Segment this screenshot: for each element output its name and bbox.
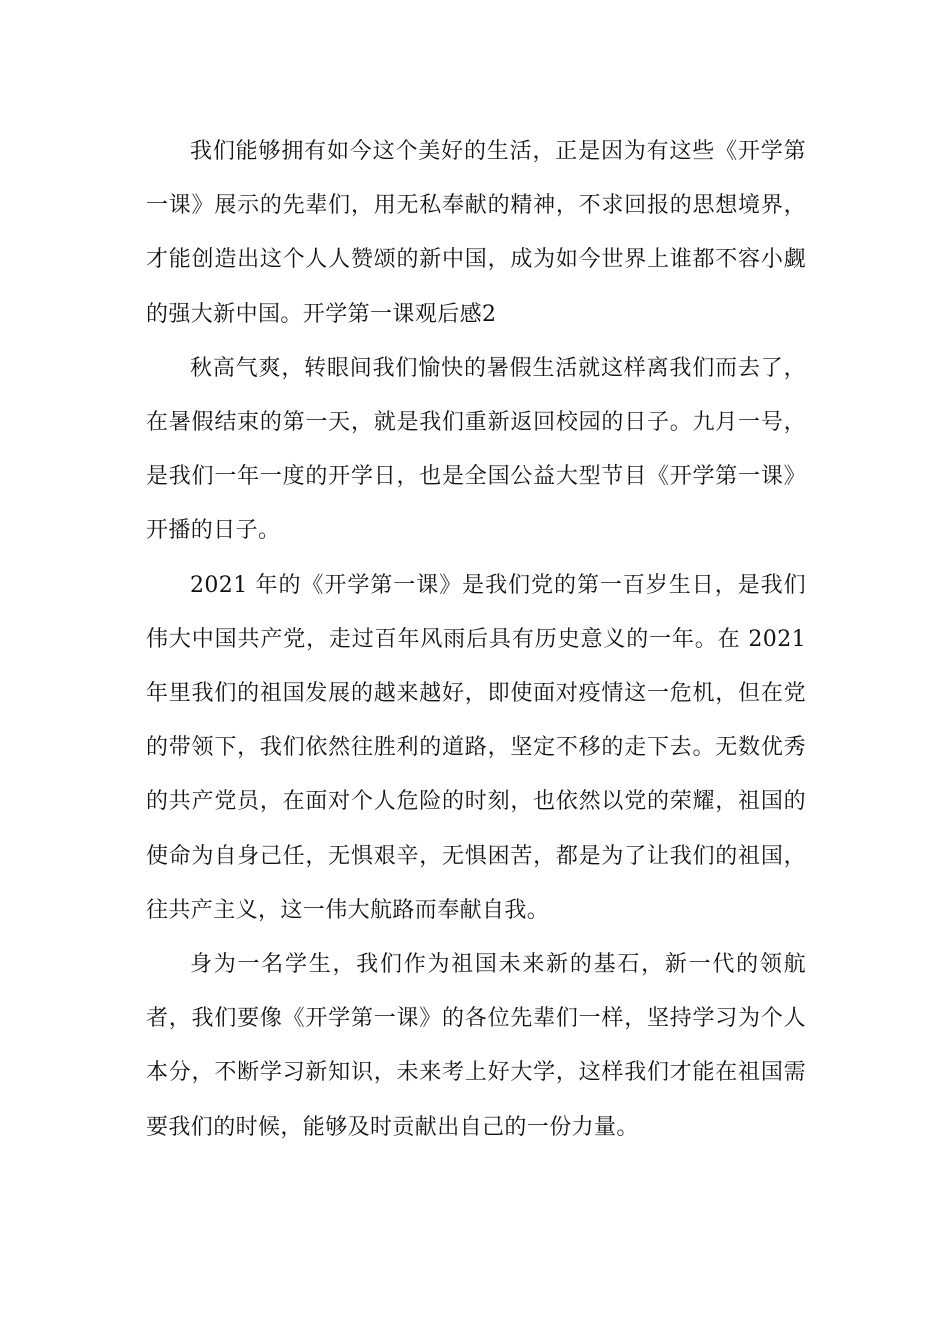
paragraph: 身为一名学生，我们作为祖国未来新的基石，新一代的领航者，我们要像《开学第一课》的各位先辈们一样，坚持学习为个人本分，不断学习新知识，未来考上好大学，这样我们才能在祖国需要我们的时候，能够及时贡献出自己的一份力量。 (146, 952, 806, 1140)
paragraph: 2021 年的《开学第一课》是我们党的第一百岁生日，是我们伟大中国共产党，走过百年风雨后具有历史意义的一年。在 2021 年里我们的祖国发展的越来越好，即使面对疫情这一危机，但在党的带领下，我们依然往胜利的道路，坚定不移的走下去。无数优秀的共产党员，在面对个人危险的时刻，也依然以党的荣耀，祖国的使命为自身己任，无惧艰辛，无惧困苦，都是为了让我们的祖国，往共产主义，这一伟大航路而奉献自我。 (146, 572, 806, 923)
paragraph: 我们能够拥有如今这个美好的生活，正是因为有这些《开学第一课》展示的先辈们，用无私奉献的精神，不求回报的思想境界，才能创造出这个人人赞颂的新中国，成为如今世界上谁都不容小觑的强大新中国。开学第一课观后感2 (146, 139, 806, 327)
document-body (146, 125, 806, 1155)
paragraph: 秋高气爽，转眼间我们愉快的暑假生活就这样离我们而去了，在暑假结束的第一天，就是我们重新返回校园的日子。九月一号，是我们一年一度的开学日，也是全国公益大型节目《开学第一课》开播的日子。 (146, 355, 806, 544)
